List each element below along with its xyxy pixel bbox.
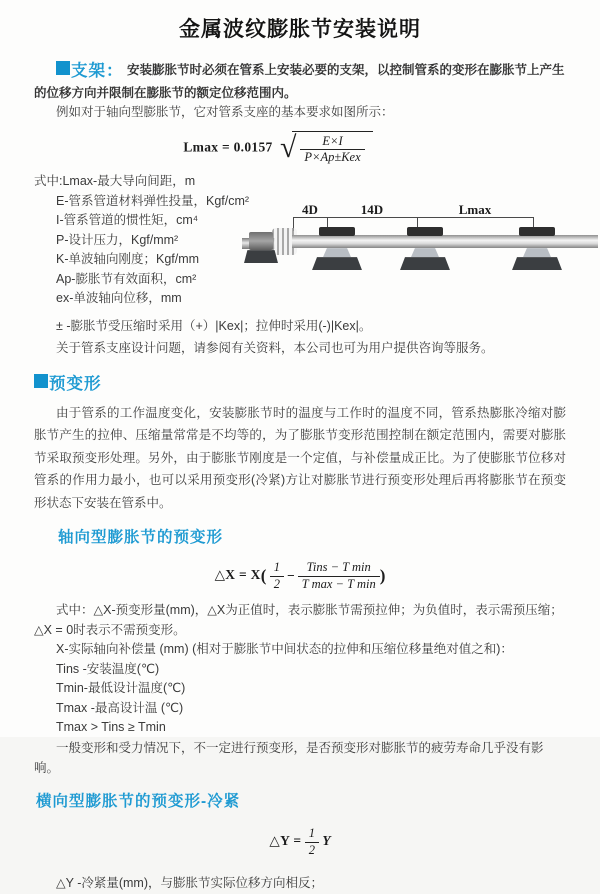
axial-definitions-list — [34, 640, 566, 738]
formula-lhs: △Y = — [269, 833, 302, 849]
axial-predeform-formula — [34, 560, 566, 592]
support-base — [512, 257, 562, 270]
service-note: 关于管系支座设计问题，请参阅有关资料，本公司也可为用户提供咨询等服务。 — [56, 341, 494, 356]
lateral-coldpull-formula — [34, 826, 566, 858]
definition-item: X-实际轴向补偿量 (mm) (相对于膨胀节中间状态的拉伸和压缩位移量绝对值之和)： — [56, 642, 513, 657]
support-base — [312, 257, 362, 270]
fraction-denominator: P×Ap±Kex — [304, 150, 361, 165]
formula-lhs: △X = X — [214, 567, 261, 583]
definition-item: Tins -安装温度(℃) — [56, 661, 160, 676]
support-saddle — [323, 248, 351, 257]
fraction-numerator: 1 — [270, 560, 284, 577]
predeform-body-text: 由于管系的工作温度变化，安装膨胀节时的温度与工作时的温度不同，管系热膨胀冷缩对膨胀节产生的拉伸、压缩量常常是不均等的，为了膨胀节变形范围控制在额定范围内，需要对膨胀节采取预变形处理。另外，由于膨胀节刚度是一个定值，与补偿量成正比。为了使膨胀节位移对管系的作用力最小，也可以采用预变形(冷紧)方让对膨胀节进行预变形处理后再将膨胀节在预变形状态下安装在管系中。 — [34, 405, 566, 510]
support-intro-text: 安装膨胀节时必须在管系上安装必要的支架，以控制管系的变形在膨胀节上产生的位移方向并限制在膨胀节的额定位移范围内。 — [34, 62, 565, 101]
definition-item: P-设计压力，Kgf/mm² — [56, 232, 179, 247]
support-saddle — [523, 248, 551, 257]
axial-subheading: 轴向型膨胀节的预变形 — [58, 529, 224, 547]
support-cap — [407, 227, 443, 236]
predeform-section-heading-row — [34, 372, 566, 398]
dim-label-14d: 14D — [360, 202, 384, 218]
definition-item: K-单波轴向刚度；Kgf/mm — [56, 252, 200, 267]
dim-label-lmax: Lmax — [458, 202, 492, 218]
formula-fraction — [300, 134, 364, 166]
anchor-support — [244, 232, 278, 272]
support-cap — [319, 227, 355, 236]
half-fraction — [270, 560, 284, 592]
definition-item: 式中:Lmax-最大导向间距，m — [34, 174, 196, 189]
anchor-base — [244, 250, 278, 263]
plus-minus-note: ± -膨胀节受压缩时采用（+）|Kex|；拉伸时采用(-)|Kex|。 — [56, 319, 372, 334]
page-title: 金属波纹膨胀节安装说明 — [179, 18, 421, 41]
axial-where-intro: 式中：△X-预变形量(mm)，△X为正值时，表示膨胀节需预拉伸；为负值时，表示需预压缩；△X = 0时表示不需预变形。 — [34, 603, 563, 638]
support-section-heading: 支架： — [71, 61, 124, 80]
definition-item: Ap-膨胀节有效面积，cm² — [56, 271, 197, 286]
section-bullet-icon — [34, 374, 48, 388]
lateral-definition-text: △Y -冷紧量(mm)，与膨胀节实际位移方向相反； — [56, 876, 324, 891]
fraction-numerator: E×I — [300, 134, 364, 151]
close-paren: ) — [379, 566, 386, 586]
sqrt-symbol: √ — [279, 131, 297, 165]
half-fraction — [305, 826, 319, 858]
pipe-support — [397, 227, 453, 272]
open-paren: ( — [260, 566, 267, 586]
guide-spacing-formula — [34, 131, 522, 166]
definition-item: Tmin-最低设计温度(℃) — [56, 681, 186, 696]
axial-note-text: 一般变形和受力情况下，不一定进行预变形，是否预变形对膨胀节的疲劳寿命几乎没有影响。 — [34, 740, 544, 775]
definition-item: ex-单波轴向位移，mm — [56, 291, 182, 306]
dimension-line — [293, 217, 533, 218]
support-intro-paragraph — [34, 59, 566, 104]
formula-variable-y: Y — [322, 833, 331, 849]
section-bullet-icon — [56, 61, 70, 75]
fraction-numerator: 1 — [305, 826, 319, 843]
support-cap — [519, 227, 555, 236]
pipe-support — [509, 227, 565, 272]
definition-item: E-管系管道材料弹性投量，Kgf/cm² — [56, 193, 250, 208]
anchor-block — [249, 232, 273, 250]
support-example-text: 例如对于轴向型膨胀节，它对管系支座的基本要求如图所示： — [56, 105, 394, 120]
minus-operator: − — [287, 567, 295, 583]
lateral-subheading: 横向型膨胀节的预变形-冷紧 — [36, 792, 241, 810]
definition-item: Tmax -最高设计温 (℃) — [56, 700, 184, 715]
definition-item: Tmax > Tins ≥ Tmin — [56, 720, 166, 735]
sqrt-content — [292, 131, 372, 166]
pipe-support-diagram — [242, 202, 598, 302]
fraction-denominator: 2 — [273, 576, 281, 591]
dim-label-4d: 4D — [302, 202, 318, 218]
fraction-denominator: 2 — [308, 842, 315, 857]
fraction-denominator: T max − T min — [301, 576, 376, 591]
formula-lhs: Lmax = 0.0157 — [183, 139, 273, 155]
support-saddle — [411, 248, 439, 257]
definition-item: I-管系管道的惯性矩，cm⁴ — [56, 213, 199, 228]
predeform-section-heading: 预变形 — [49, 375, 102, 394]
temperature-fraction — [298, 560, 380, 592]
pipe-support — [309, 227, 365, 272]
definitions-and-diagram — [34, 172, 566, 314]
fraction-numerator: Tins − T min — [298, 560, 380, 577]
support-base — [400, 257, 450, 270]
